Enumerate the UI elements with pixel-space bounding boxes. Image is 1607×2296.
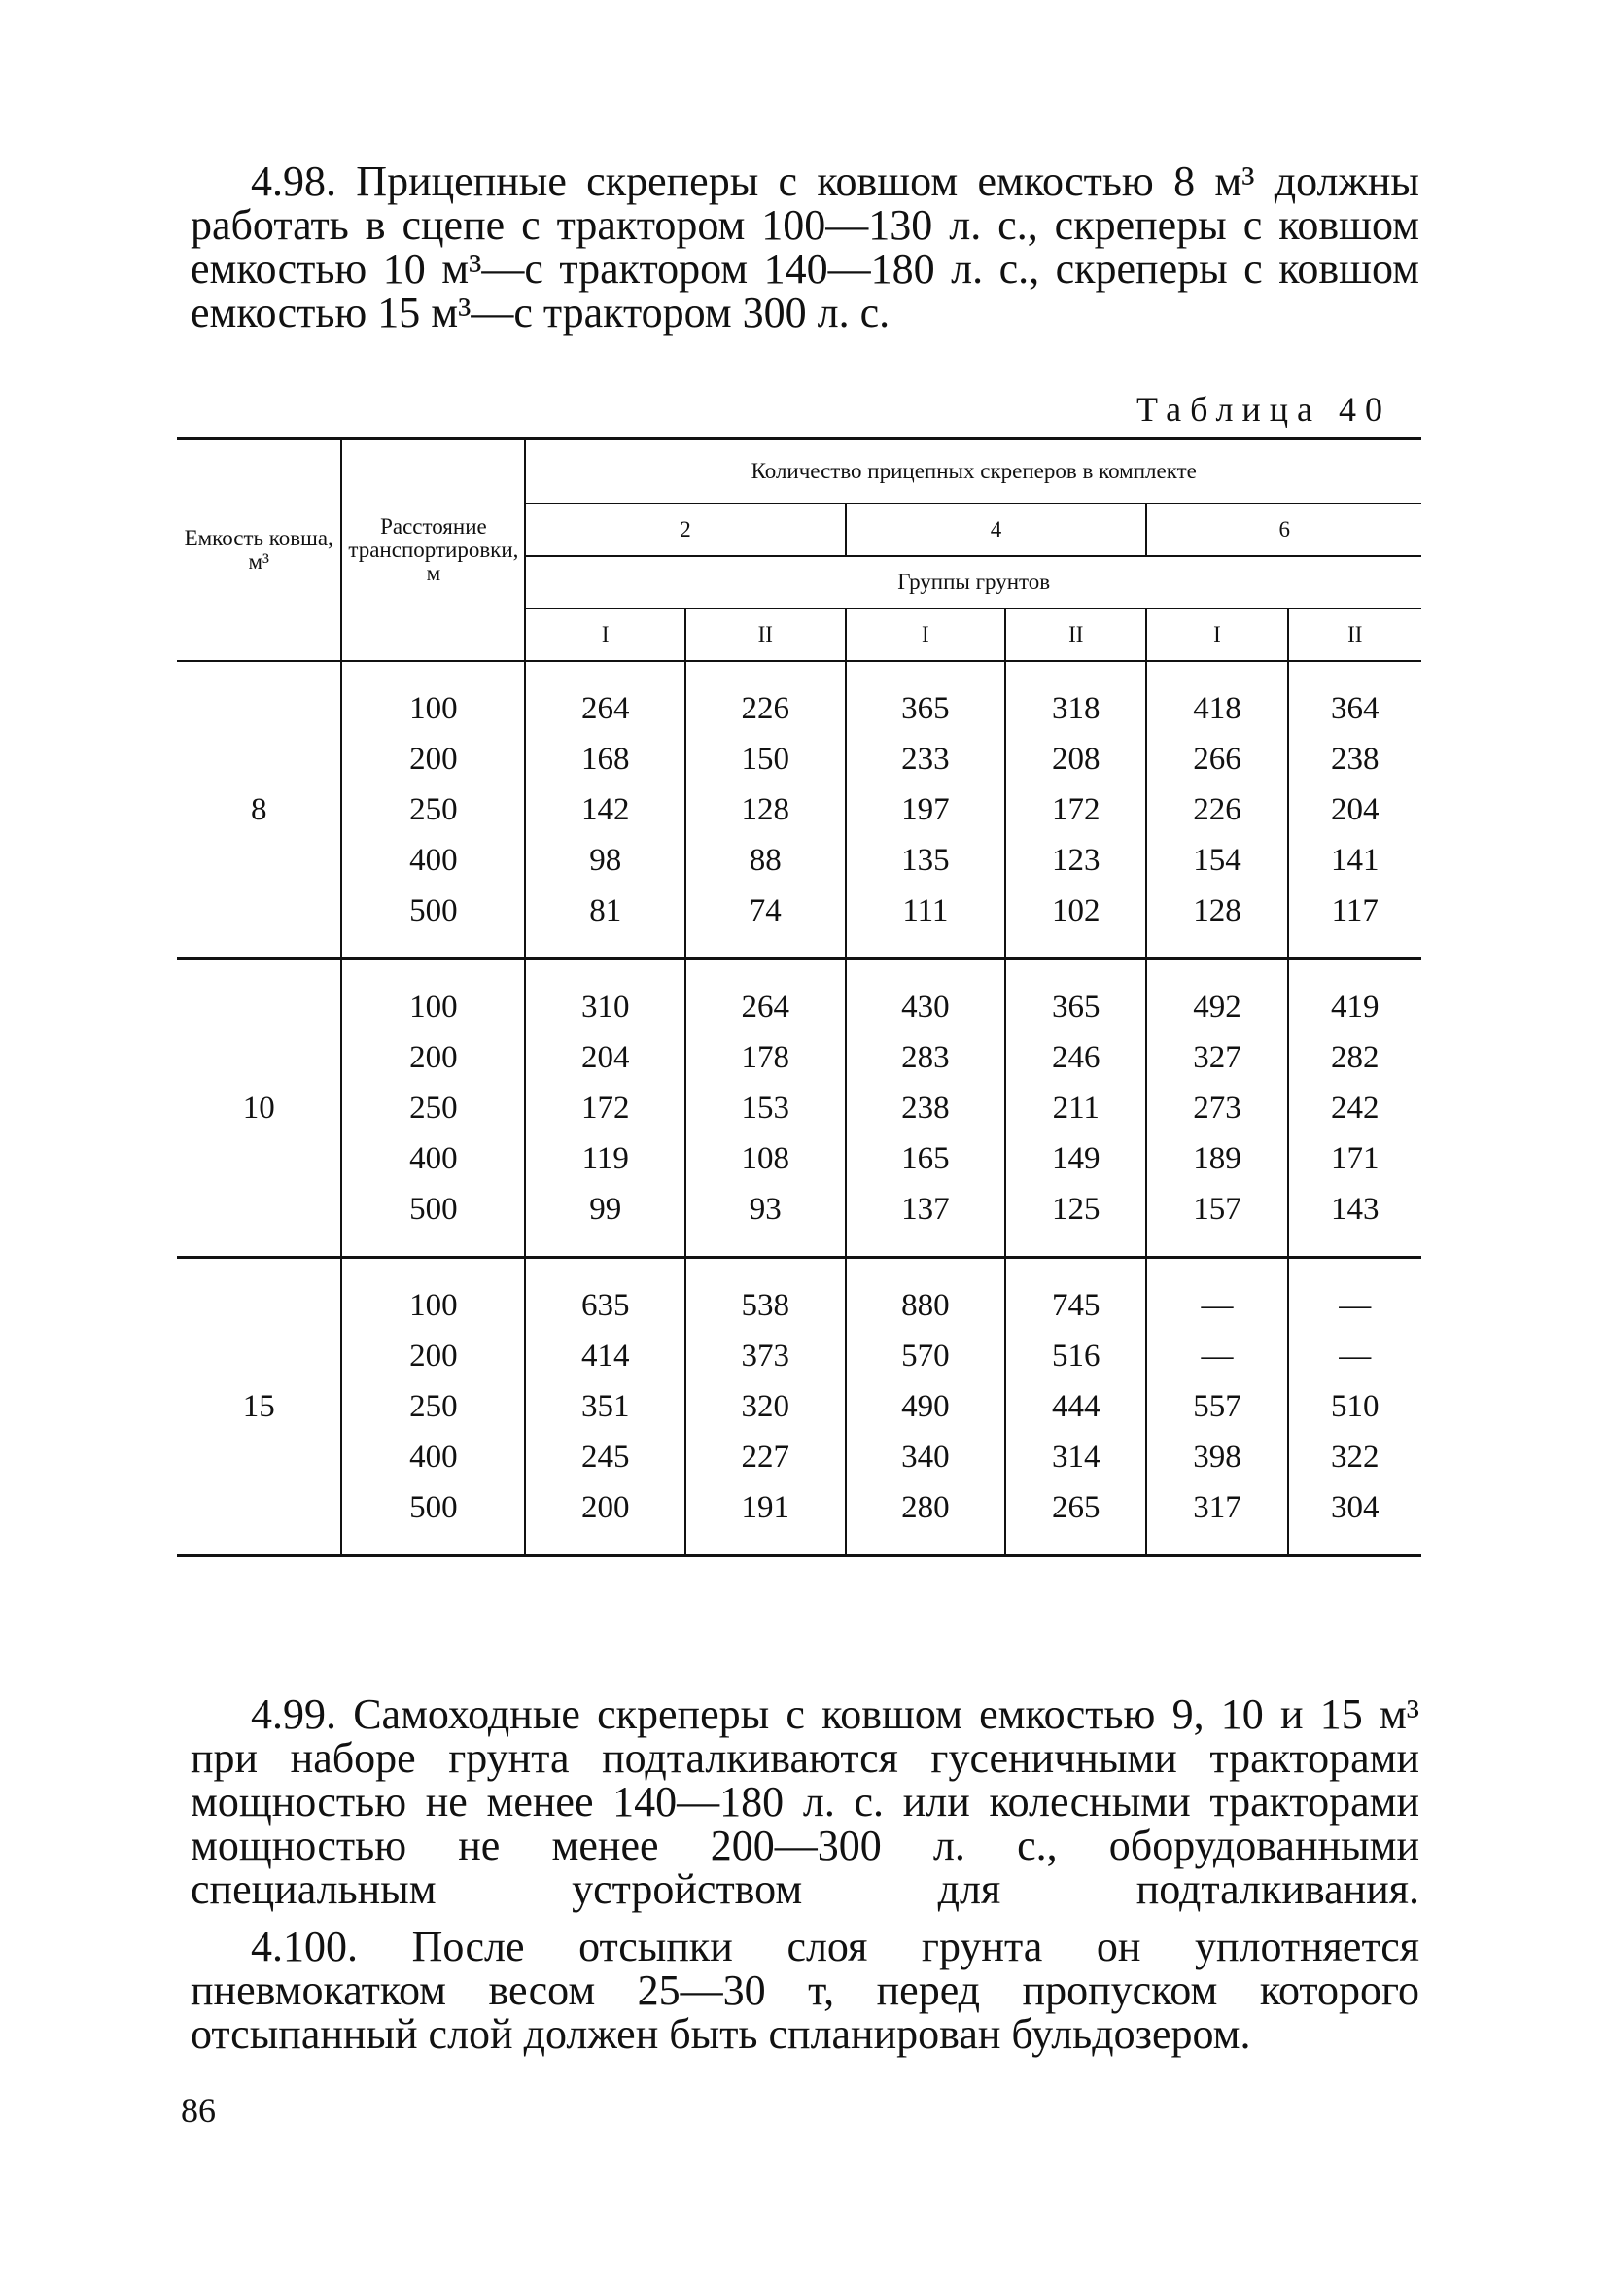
- value-cell: 189: [1146, 1133, 1287, 1184]
- value-cell: 154: [1146, 835, 1287, 886]
- value-cell: 137: [846, 1184, 1006, 1235]
- distance-cell: 400: [341, 1133, 525, 1184]
- value-cell: 351: [525, 1381, 685, 1432]
- section-end: [177, 936, 1421, 959]
- header-soil-groups: Группы грунтов: [525, 556, 1421, 609]
- header-group-i: I: [525, 609, 685, 661]
- table-body: [177, 661, 1421, 1556]
- value-cell: —: [1146, 1331, 1287, 1381]
- distance-cell: 400: [341, 835, 525, 886]
- table-row: [177, 886, 1421, 936]
- value-cell: 398: [1146, 1432, 1287, 1482]
- value-cell: 135: [846, 835, 1006, 886]
- table-caption: Таблица 40: [1136, 390, 1391, 429]
- distance-cell: 500: [341, 1482, 525, 1533]
- value-cell: 245: [525, 1432, 685, 1482]
- value-cell: 197: [846, 784, 1006, 835]
- value-cell: 322: [1288, 1432, 1421, 1482]
- value-cell: 880: [846, 1280, 1006, 1331]
- value-cell: 171: [1288, 1133, 1421, 1184]
- value-cell: 490: [846, 1381, 1006, 1432]
- value-cell: 141: [1288, 835, 1421, 886]
- value-cell: 191: [685, 1482, 846, 1533]
- distance-cell: 250: [341, 1381, 525, 1432]
- header-group-i: I: [846, 609, 1006, 661]
- value-cell: 102: [1005, 886, 1146, 936]
- value-cell: 365: [1005, 982, 1146, 1032]
- value-cell: 317: [1146, 1482, 1287, 1533]
- capacity-cell-empty: [177, 835, 341, 886]
- capacity-cell-empty: [177, 683, 341, 734]
- value-cell: 233: [846, 734, 1006, 784]
- value-cell: 165: [846, 1133, 1006, 1184]
- value-cell: 414: [525, 1331, 685, 1381]
- value-cell: —: [1288, 1331, 1421, 1381]
- value-cell: 538: [685, 1280, 846, 1331]
- distance-cell: 100: [341, 683, 525, 734]
- table-row: [177, 1032, 1421, 1083]
- section-spacer: [177, 959, 1421, 983]
- value-cell: 142: [525, 784, 685, 835]
- value-cell: 93: [685, 1184, 846, 1235]
- value-cell: 310: [525, 982, 685, 1032]
- value-cell: 227: [685, 1432, 846, 1482]
- value-cell: 570: [846, 1331, 1006, 1381]
- value-cell: 635: [525, 1280, 685, 1331]
- value-cell: 280: [846, 1482, 1006, 1533]
- scraper-count-table: [177, 437, 1421, 1557]
- value-cell: 119: [525, 1133, 685, 1184]
- value-cell: 128: [1146, 886, 1287, 936]
- capacity-cell-empty: [177, 1432, 341, 1482]
- value-cell: 98: [525, 835, 685, 886]
- capacity-cell-empty: [177, 886, 341, 936]
- value-cell: 265: [1005, 1482, 1146, 1533]
- capacity-cell: 15: [242, 1388, 275, 1424]
- table-row: [177, 1133, 1421, 1184]
- value-cell: 242: [1288, 1083, 1421, 1133]
- capacity-cell-empty: [177, 734, 341, 784]
- value-cell: 320: [685, 1381, 846, 1432]
- value-cell: 226: [685, 683, 846, 734]
- value-cell: 123: [1005, 835, 1146, 886]
- value-cell: 444: [1005, 1381, 1146, 1432]
- header-group-ii: II: [1288, 609, 1421, 661]
- capacity-cell-empty: [177, 1482, 341, 1533]
- header-group-ii: II: [685, 609, 846, 661]
- value-cell: 81: [525, 886, 685, 936]
- table-row: [177, 1280, 1421, 1331]
- value-cell: 88: [685, 835, 846, 886]
- value-cell: 364: [1288, 683, 1421, 734]
- table-row: [177, 734, 1421, 784]
- value-cell: 117: [1288, 886, 1421, 936]
- distance-cell: 200: [341, 1331, 525, 1381]
- table-row: [177, 1482, 1421, 1533]
- header-scraper-count: Количество прицепных скреперов в комплекте: [525, 439, 1421, 504]
- capacity-cell-empty: [177, 1184, 341, 1235]
- header-count-2: 2: [525, 504, 845, 556]
- value-cell: 264: [685, 982, 846, 1032]
- distance-cell: 200: [341, 1032, 525, 1083]
- capacity-cell-empty: [177, 982, 341, 1032]
- value-cell: 340: [846, 1432, 1006, 1482]
- table-row: [177, 1083, 1421, 1133]
- value-cell: 282: [1288, 1032, 1421, 1083]
- value-cell: 365: [846, 683, 1006, 734]
- value-cell: 430: [846, 982, 1006, 1032]
- table-row: [177, 1381, 1421, 1432]
- value-cell: 208: [1005, 734, 1146, 784]
- capacity-cell-empty: [177, 1280, 341, 1331]
- value-cell: 266: [1146, 734, 1287, 784]
- header-group-i: I: [1146, 609, 1287, 661]
- value-cell: 74: [685, 886, 846, 936]
- header-group-ii: II: [1005, 609, 1146, 661]
- value-cell: 273: [1146, 1083, 1287, 1133]
- value-cell: 492: [1146, 982, 1287, 1032]
- capacity-cell-empty: [177, 1133, 341, 1184]
- value-cell: 204: [1288, 784, 1421, 835]
- value-cell: 246: [1005, 1032, 1146, 1083]
- value-cell: 211: [1005, 1083, 1146, 1133]
- value-cell: 149: [1005, 1133, 1146, 1184]
- value-cell: 226: [1146, 784, 1287, 835]
- paragraph-4-99: 4.99. Самоходные скреперы с ковшом емкостью 9, 10 и 15 м³ при наборе грунта подталкиваются гусеничными тракторами мощностью не менее 140—180 л. с. или колесными тракторами мощностью не менее 200—300 л. с., оборудованными специальным устройством для подталкивания.: [191, 1690, 1419, 1913]
- distance-cell: 500: [341, 886, 525, 936]
- section-end: [177, 1533, 1421, 1556]
- table-row: [177, 784, 1421, 835]
- value-cell: 510: [1288, 1381, 1421, 1432]
- value-cell: 204: [525, 1032, 685, 1083]
- table-row: [177, 1432, 1421, 1482]
- value-cell: 327: [1146, 1032, 1287, 1083]
- value-cell: 516: [1005, 1331, 1146, 1381]
- value-cell: —: [1288, 1280, 1421, 1331]
- value-cell: 172: [1005, 784, 1146, 835]
- section-end: [177, 1235, 1421, 1258]
- paragraph-4-100: 4.100. После отсыпки слоя грунта он уплотняется пневмокатком весом 25—30 т, перед пропуском которого отсыпанный слой должен быть спланирован бульдозером.: [191, 1923, 1419, 2058]
- value-cell: 264: [525, 683, 685, 734]
- capacity-cell-empty: [177, 1331, 341, 1381]
- paragraph-4-98: 4.98. Прицепные скреперы с ковшом емкостью 8 м³ должны работать в сцепе с трактором 100—130 л. с., скреперы с ковшом емкостью 10 м³—с трактором 140—180 л. с., скреперы с ковшом емкостью 15 м³—с трактором 300 л. с.: [191, 157, 1419, 336]
- capacity-cell-empty: [177, 1032, 341, 1083]
- distance-cell: 100: [341, 982, 525, 1032]
- value-cell: 172: [525, 1083, 685, 1133]
- value-cell: 178: [685, 1032, 846, 1083]
- value-cell: 557: [1146, 1381, 1287, 1432]
- header-distance: Расстояние транспортировки, м: [341, 439, 525, 662]
- value-cell: 153: [685, 1083, 846, 1133]
- value-cell: 150: [685, 734, 846, 784]
- distance-cell: 250: [341, 1083, 525, 1133]
- value-cell: 418: [1146, 683, 1287, 734]
- section-spacer: [177, 661, 1421, 683]
- header-capacity: Емкость ковша, м³: [177, 439, 341, 662]
- page-number: 86: [181, 2091, 216, 2130]
- capacity-cell: 8: [250, 791, 267, 827]
- distance-cell: 200: [341, 734, 525, 784]
- value-cell: 373: [685, 1331, 846, 1381]
- table-row: [177, 835, 1421, 886]
- section-spacer: [177, 1258, 1421, 1281]
- header-count-6: 6: [1146, 504, 1421, 556]
- value-cell: 745: [1005, 1280, 1146, 1331]
- table-row: [177, 1184, 1421, 1235]
- distance-cell: 250: [341, 784, 525, 835]
- value-cell: 99: [525, 1184, 685, 1235]
- value-cell: 108: [685, 1133, 846, 1184]
- value-cell: 238: [1288, 734, 1421, 784]
- value-cell: 157: [1146, 1184, 1287, 1235]
- value-cell: 314: [1005, 1432, 1146, 1482]
- capacity-cell: 10: [242, 1090, 275, 1126]
- value-cell: 318: [1005, 683, 1146, 734]
- header-count-4: 4: [846, 504, 1147, 556]
- value-cell: 125: [1005, 1184, 1146, 1235]
- value-cell: 200: [525, 1482, 685, 1533]
- table-row: [177, 982, 1421, 1032]
- distance-cell: 400: [341, 1432, 525, 1482]
- distance-cell: 500: [341, 1184, 525, 1235]
- value-cell: 238: [846, 1083, 1006, 1133]
- distance-cell: 100: [341, 1280, 525, 1331]
- table-row: [177, 1331, 1421, 1381]
- value-cell: —: [1146, 1280, 1287, 1331]
- table-row: [177, 683, 1421, 734]
- value-cell: 419: [1288, 982, 1421, 1032]
- value-cell: 111: [846, 886, 1006, 936]
- value-cell: 143: [1288, 1184, 1421, 1235]
- value-cell: 128: [685, 784, 846, 835]
- value-cell: 304: [1288, 1482, 1421, 1533]
- value-cell: 283: [846, 1032, 1006, 1083]
- value-cell: 168: [525, 734, 685, 784]
